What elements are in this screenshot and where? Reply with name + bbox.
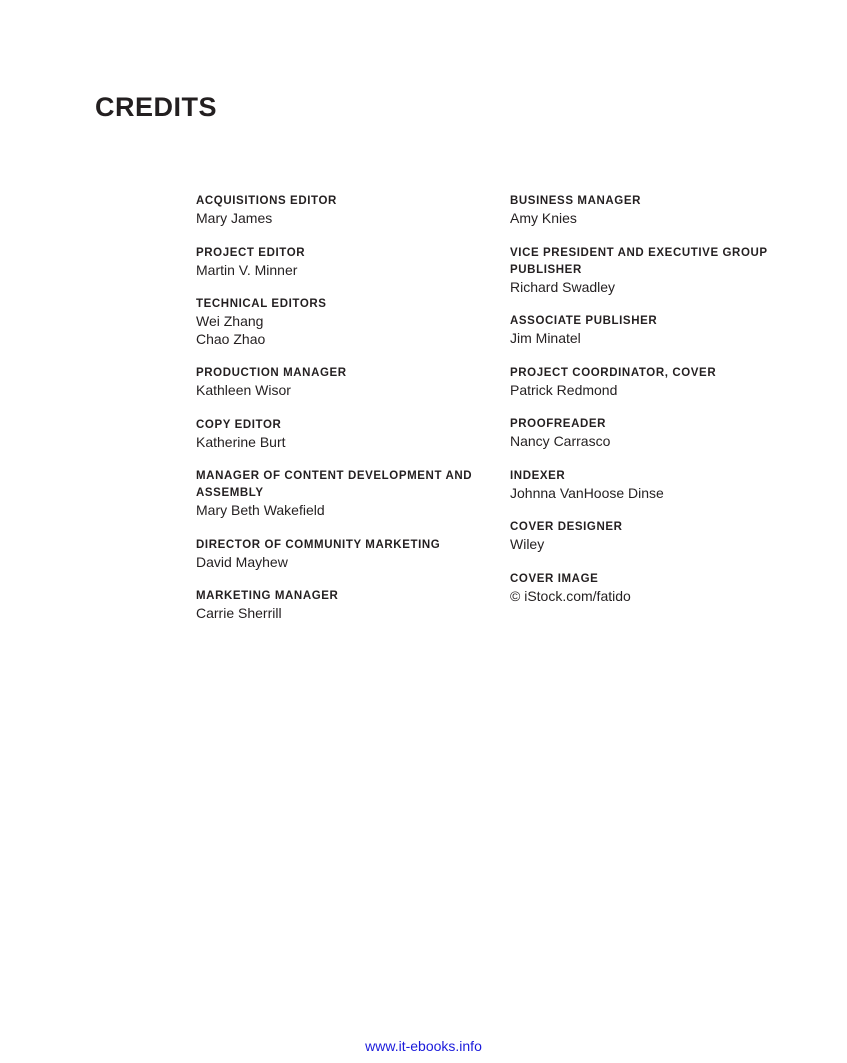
credit-role: ASSOCIATE PUBLISHER	[510, 315, 658, 327]
credit-entry	[196, 417, 496, 452]
credit-role: COPY EDITOR	[196, 418, 282, 431]
credit-entry	[510, 245, 810, 297]
page-title: CREDITS	[95, 92, 218, 122]
credit-role: TECHNICAL EDITORS	[196, 298, 327, 310]
credit-name: © iStock.com/fatido	[510, 587, 631, 604]
credit-role: PRODUCTION MANAGER	[196, 367, 347, 379]
credit-role: INDEXER	[510, 469, 566, 482]
credit-entry	[196, 537, 496, 572]
credit-role: ACQUISITIONS EDITOR	[196, 195, 337, 207]
credit-name: Mary James	[196, 210, 273, 226]
credit-name: Johnna VanHoose Dinse	[510, 484, 664, 501]
credit-name: Richard Swadley	[510, 278, 616, 295]
credit-role: MANAGER OF CONTENT DEVELOPMENT AND ASSEMBLY	[196, 470, 473, 499]
credit-entry	[510, 571, 810, 606]
credit-entry	[196, 245, 496, 280]
credit-entry	[510, 416, 810, 451]
credit-name: Martin V. Minner	[196, 261, 298, 278]
credit-entry	[196, 296, 496, 348]
credit-name: David Mayhew	[196, 553, 288, 570]
credit-name: Amy Knies	[510, 210, 577, 226]
credit-role: MARKETING MANAGER	[196, 590, 339, 602]
credit-name: Nancy Carrasco	[510, 433, 611, 449]
credit-entry	[510, 313, 810, 348]
credit-entry	[196, 193, 496, 228]
credit-role: PROJECT COORDINATOR, COVER	[510, 366, 717, 379]
credit-entry	[510, 468, 810, 503]
credit-name: Mary Beth Wakefield	[196, 502, 325, 518]
credit-name: Kathleen Wisor	[196, 382, 291, 398]
credit-entry	[196, 588, 496, 623]
credit-name: Wiley	[510, 536, 545, 552]
credits-right-column	[510, 193, 810, 622]
credit-role: PROJECT EDITOR	[196, 246, 306, 259]
credit-role: PROOFREADER	[510, 418, 607, 430]
credit-role: COVER IMAGE	[510, 572, 599, 585]
credit-entry	[196, 365, 496, 400]
credit-name: Carrie Sherrill	[196, 605, 282, 621]
credit-name: Jim Minatel	[510, 330, 581, 346]
credit-role: DIRECTOR OF COMMUNITY MARKETING	[196, 538, 441, 551]
credit-role: BUSINESS MANAGER	[510, 195, 642, 207]
credit-name: Patrick Redmond	[510, 381, 618, 398]
credit-entry	[510, 365, 810, 400]
credit-name: Chao Zhao	[196, 330, 266, 347]
credit-entry	[510, 193, 810, 228]
footer-link[interactable]: www.it-ebooks.info	[365, 1038, 482, 1054]
credit-name: Wei Zhang	[196, 313, 264, 329]
credit-role: VICE PRESIDENT AND EXECUTIVE GROUP PUBLISHER	[510, 246, 768, 276]
credit-entry	[510, 519, 810, 554]
credit-entry	[196, 468, 496, 520]
credit-role: COVER DESIGNER	[510, 521, 623, 533]
credit-name: Katherine Burt	[196, 433, 286, 450]
credits-left-column	[196, 193, 496, 640]
